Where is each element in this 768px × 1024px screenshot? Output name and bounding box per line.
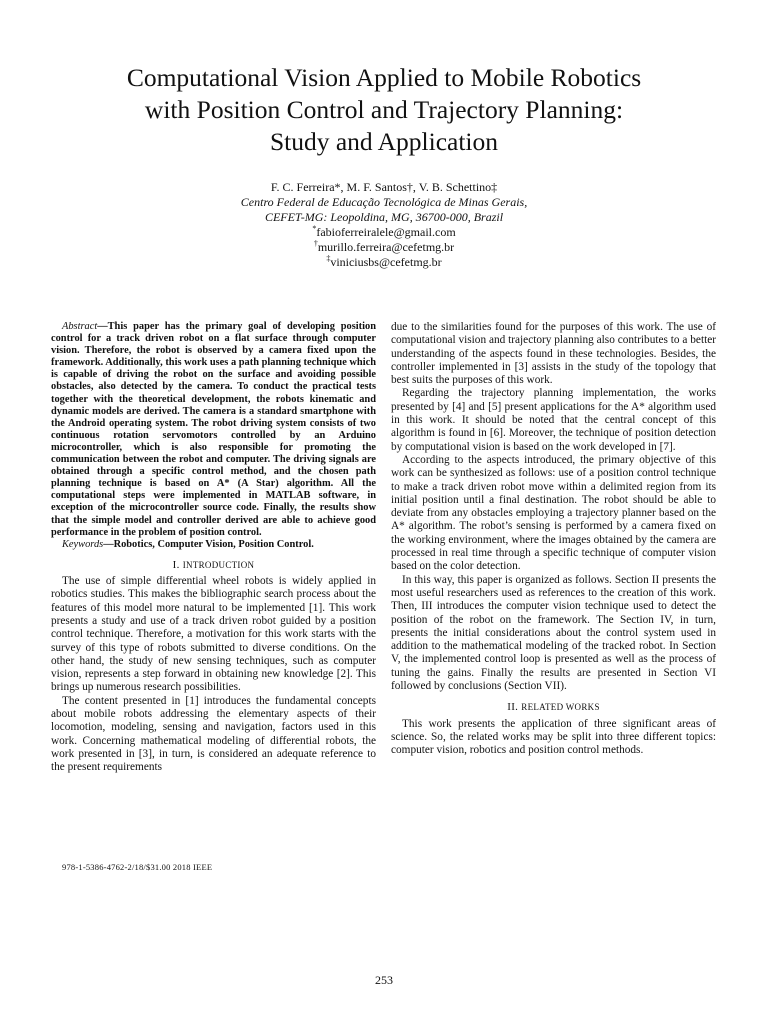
- section-title: INTRODUCTION: [182, 559, 255, 570]
- paragraph: The content presented in [1] introduces the fundamental concepts about mobile robots addressing the elementary aspects of their locomotion, modeling, sensing and navigation, factors used in this work. Concerning mathematical modeling of differential robots, the work presented in [3], in turn, is considered an adequate reference to the present requirements: [51, 694, 376, 774]
- left-column: [51, 321, 376, 775]
- footnote-mark: †: [313, 239, 318, 248]
- title-line: Computational Vision Applied to Mobile Robotics: [126, 63, 642, 92]
- paragraph: Regarding the trajectory planning implementation, the works presented by [4] and [5] present applications for the A* algorithm used in this work. It should be noted that the central concept of this algorithm is found in [6]. Moreover, the technique of position detection by computational vision is based on the work developed in [7].: [391, 387, 716, 453]
- author-names: F. C. Ferreira*, M. F. Santos†, V. B. Schettino‡: [270, 180, 498, 194]
- section-heading: [51, 559, 376, 572]
- paper-title: [0, 62, 768, 158]
- author-block: [0, 180, 768, 270]
- section-heading: [391, 701, 716, 714]
- title-line: with Position Control and Trajectory Planning:: [144, 95, 624, 124]
- paragraph: In this way, this paper is organized as follows. Section II presents the most useful researchers used as references to the creation of this work. Then, III introduces the computer vision technique used to detect the position of the robot on the framework. The Section IV, in turn, presents the initial considerations about the control system used in addition to the mathematical modeling of the tracked robot. In Section V, the implemented control loop is presented as well as the process of tuning the gains. Finally the results are presented in Section VI followed by conclusions (Section VII).: [391, 573, 716, 693]
- section-number: II.: [507, 701, 519, 714]
- section-title: RELATED WORKS: [521, 702, 600, 713]
- email-address: murillo.ferreira@cefetmg.br: [317, 240, 455, 254]
- author-email: [0, 255, 768, 270]
- keywords-label: Keywords: [62, 538, 104, 550]
- footnote-mark: ‡: [326, 254, 331, 263]
- paragraph-continued: due to the similarities found for the purposes of this work. The use of computational vision and trajectory planning also contributes to a better understanding of the aspects found in these technologies. Besides, the controller implemented in [3] assists in the study of the topology that best suits the purposes of this work.: [391, 321, 716, 387]
- abstract-text: —This paper has the primary goal of developing position control for a track driven robot on a flat surface through computer vision. Therefore, the robot is observed by a camera fixed upon the framework. Additionally, this work uses a path planning technique which is capable of driving the robot on the surface and avoiding possible obstacles, also detected by the camera. To conduct the practical tests together with the theoretical development, the robots kinematic and dynamic models are derived. The camera is a standard smartphone with the Android operating system. The robot driving system consists of two continuous rotation servomotors controlled by an Arduino microcontroller, which is also responsible for promoting the communication between the robot and computer. The driving signals are obtained through a specific control method, and the chosen path planning technique is based on A* (A Star) algorithm. All the computational steps were implemented in MATLAB software, in exception of the microcontroller source code. Finally, the results show that the simple model and controller derived are able to achieve good performance in the problem of position control.: [51, 321, 376, 538]
- affiliation-line: Centro Federal de Educação Tecnológica de Minas Gerais,: [240, 195, 528, 209]
- abstract-label: Abstract: [62, 321, 98, 332]
- affiliation-line: CEFET-MG: Leopoldina, MG, 36700-000, Brazil: [264, 210, 504, 224]
- email-address: fabioferreiralele@gmail.com: [316, 225, 456, 239]
- section-number: I.: [172, 558, 180, 571]
- copyright-footer: 978-1-5386-4762-2/18/$31.00 2018 IEEE: [62, 862, 213, 872]
- keywords-text: —Robotics, Computer Vision, Position Control.: [103, 538, 314, 550]
- title-line: Study and Application: [269, 127, 499, 156]
- paragraph: The use of simple differential wheel robots is widely applied in robotics studies. This makes the bibliographic search process about the features of this model more natural to be implemented [1]. This work presents a study and use of a track driven robot guided by a position control technique. Therefore, a motivation for this work starts with the survey of this type of robots submitted to diverse conditions. On the other hand, the study of new sensing techniques, such as computer vision, represents a step forward in obtaining new knowledge [2]. This brings up numerous research possibilities.: [51, 575, 376, 694]
- email-address: viniciusbs@cefetmg.br: [330, 255, 442, 269]
- author-email: [0, 240, 768, 255]
- page-number: 253: [375, 973, 393, 987]
- author-email: [0, 225, 768, 240]
- abstract: [51, 321, 376, 539]
- paragraph: This work presents the application of three significant areas of science. So, the related works may be split into three different topics: computer vision, robotics and position control methods.: [391, 717, 716, 757]
- paragraph: According to the aspects introduced, the primary objective of this work can be synthesized as follows: use of a position control technique to make a track driven robot move within a delimited region from its initial position until a final destination. The robot should be able to deviate from any obstacles employing a trajectory planner based on the A* algorithm. The robot’s sensing is performed by a camera fixed on the working environment, where the images obtained by the camera are processed in real time through a specific technique of computer vision based on the color detection.: [391, 453, 716, 573]
- footnote-mark: *: [312, 224, 317, 233]
- right-column: [391, 321, 716, 758]
- keywords: [51, 539, 376, 551]
